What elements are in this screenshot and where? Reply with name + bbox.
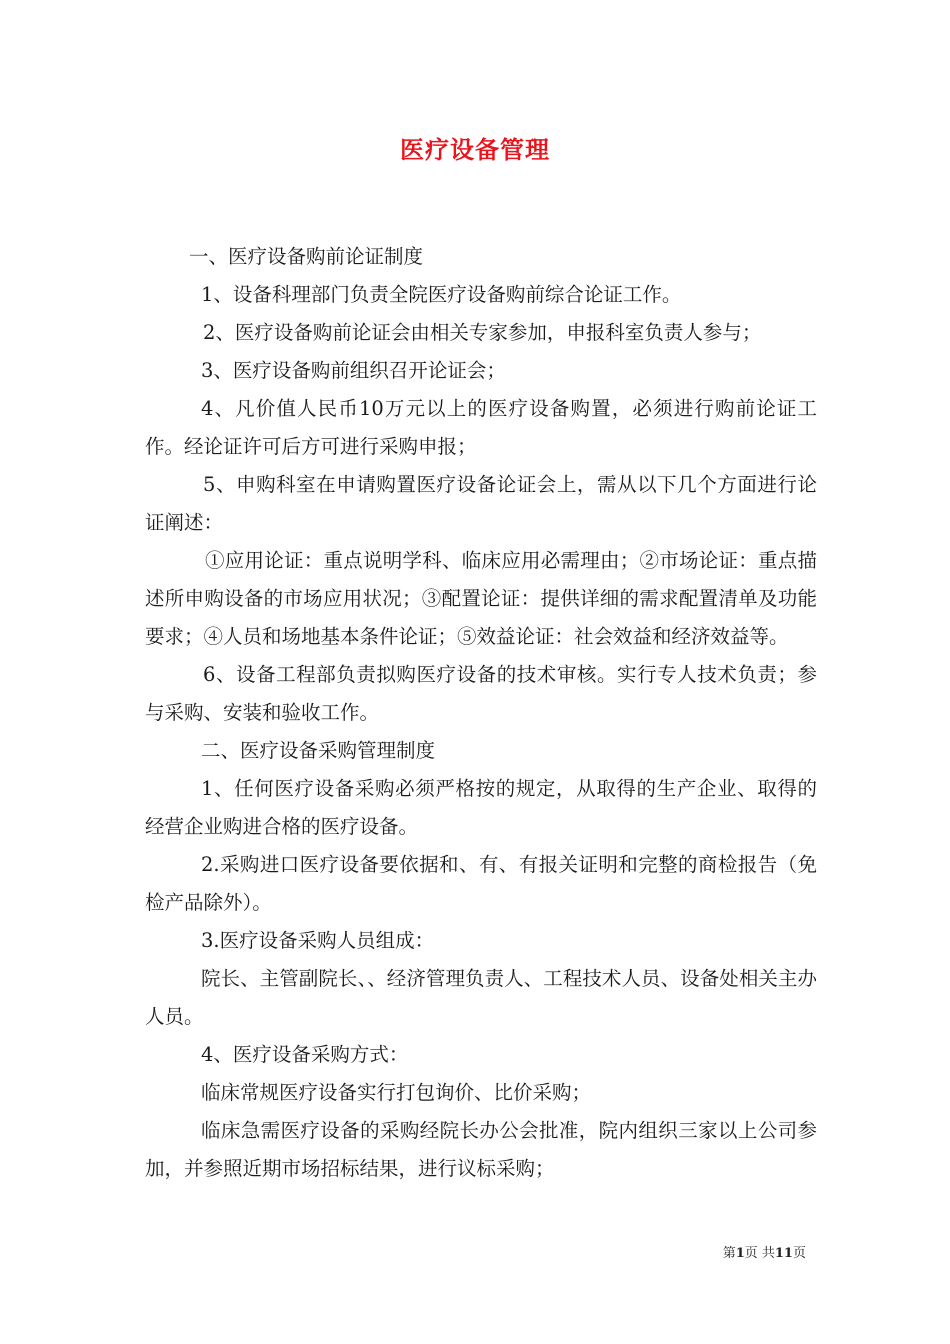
paragraph-item-3: 3、医疗设备购前组织召开论证会； [201, 359, 506, 382]
paragraph-item-2-4-detail-1: 临床常规医疗设备实行打包询价、比价采购； [201, 1081, 592, 1104]
paragraph-item-5: 5、申购科室在申请购置医疗设备论证会上，需从以下几个方面进行论证阐述： [145, 473, 817, 534]
section-heading-1: 一、医疗设备购前论证制度 [189, 245, 424, 268]
footer-prefix: 第 [722, 1246, 736, 1261]
document-title: 医疗设备管理 [400, 135, 550, 164]
paragraph-item-2-1: 1、任何医疗设备采购必须严格按的规定，从取得的生产企业、取得的经营企业购进合格的医疗设备。 [145, 777, 817, 838]
footer-suffix: 页 [792, 1246, 806, 1261]
paragraph-item-5-detail: ①应用论证：重点说明学科、临床应用必需理由；②市场论证：重点描述所申购设备的市场应用状况；③配置论证：提供详细的需求配置清单及功能要求；④人员和场地基本条件论证；⑤效益论证：社会效益和经济效益等。 [145, 549, 817, 648]
paragraph-item-2-2: 2.采购进口医疗设备要依据和、有、有报关证明和完整的商检报告（免检产品除外）。 [145, 853, 817, 914]
footer-middle: 页 共 [744, 1246, 775, 1261]
paragraph-item-2-4: 4、医疗设备采购方式： [201, 1043, 409, 1066]
paragraph-item-2-4-detail-2: 临床急需医疗设备的采购经院长办公会批准，院内组织三家以上公司参加，并参照近期市场招标结果，进行议标采购； [145, 1119, 817, 1180]
page-footer [723, 1245, 806, 1263]
footer-current-page: 1 [735, 1246, 745, 1261]
paragraph-item-4: 4、凡价值人民币10万元以上的医疗设备购置，必须进行购前论证工作。经论证许可后方可进行采购申报； [145, 397, 817, 458]
paragraph-item-6: 6、设备工程部负责拟购医疗设备的技术审核。实行专人技术负责；参与采购、安装和验收工作。 [145, 663, 817, 724]
paragraph-item-2-3: 3.医疗设备采购人员组成： [201, 929, 435, 952]
paragraph-item-2-3-detail: 院长、主管副院长、、经济管理负责人、工程技术人员、设备处相关主办人员。 [145, 967, 817, 1028]
section-heading-2: 二、医疗设备采购管理制度 [201, 739, 436, 762]
paragraph-item-2: 2、医疗设备购前论证会由相关专家参加，申报科室负责人参与； [203, 321, 762, 344]
paragraph-item-1: 1、设备科理部门负责全院医疗设备购前综合论证工作。 [201, 283, 682, 306]
document-body [145, 238, 817, 1188]
footer-total-pages: 11 [774, 1246, 793, 1261]
